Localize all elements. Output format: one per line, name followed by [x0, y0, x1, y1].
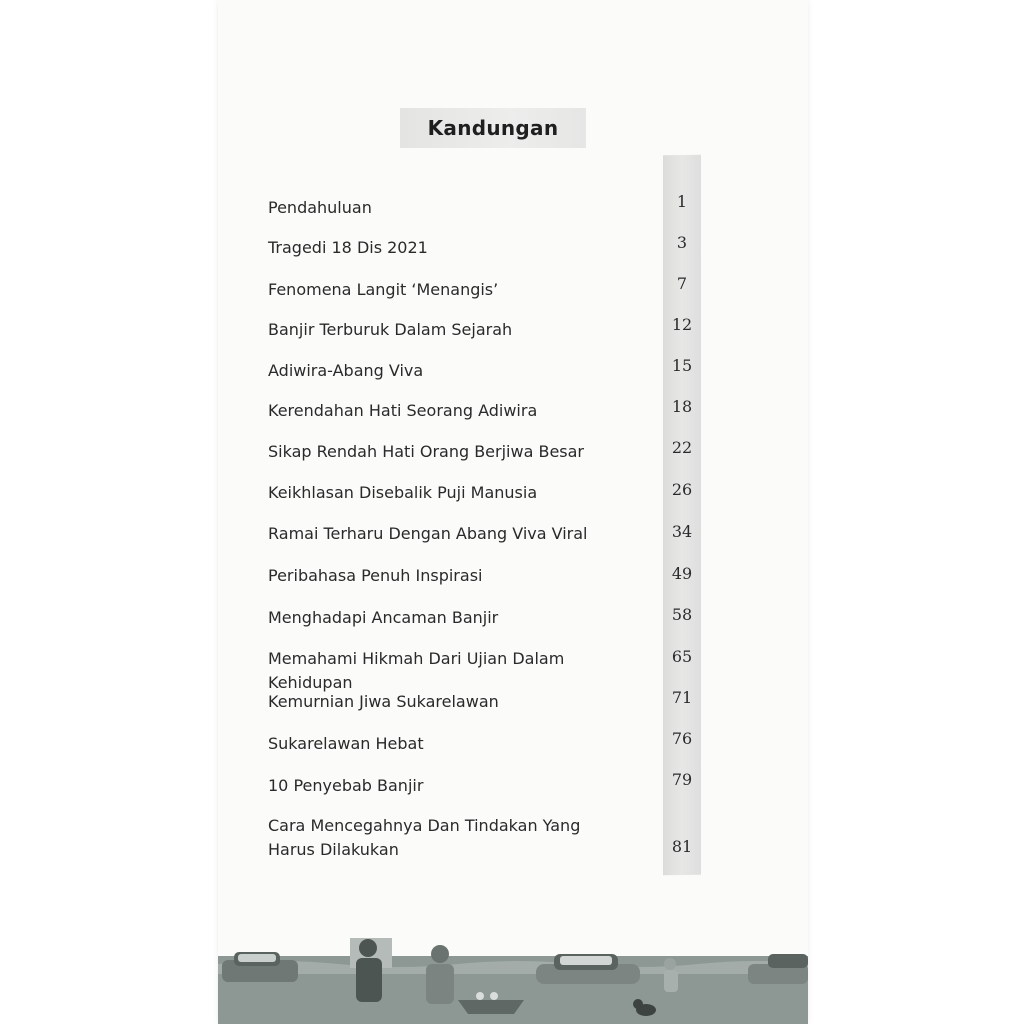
toc-entry-page: 76	[671, 729, 693, 748]
toc-entry-page: 71	[671, 688, 693, 707]
toc-entry-label: Menghadapi Ancaman Banjir	[268, 608, 499, 627]
toc-entry-page: 81	[671, 837, 693, 856]
page-title: Kandungan	[427, 116, 559, 140]
toc-entry-label: Pendahuluan	[268, 198, 372, 217]
toc-entry-label: Sukarelawan Hebat	[268, 734, 424, 753]
toc-entry-label: Tragedi 18 Dis 2021	[268, 238, 428, 257]
toc-entry-page: 49	[671, 564, 693, 583]
toc-entry-page: 12	[671, 315, 693, 334]
toc-entry-label: 10 Penyebab Banjir	[268, 776, 424, 795]
toc-entry-page: 18	[671, 397, 693, 416]
book-page	[218, 0, 808, 1024]
toc-entry-label: Cara Mencegahnya Dan Tindakan Yang Harus Dilakukan	[268, 816, 581, 859]
toc-entry-label: Fenomena Langit ‘Menangis’	[268, 280, 499, 299]
toc-entry-label: Sikap Rendah Hati Orang Berjiwa Besar	[268, 442, 585, 461]
toc-entry-label: Banjir Terburuk Dalam Sejarah	[268, 320, 513, 339]
toc-entry-label: Kerendahan Hati Seorang Adiwira	[268, 401, 538, 420]
toc-entry-page: 26	[671, 480, 693, 499]
toc-entry-label: Peribahasa Penuh Inspirasi	[268, 566, 483, 585]
wading-person-icon	[664, 958, 678, 992]
toc-entry-page: 7	[676, 274, 688, 293]
toc-entry-page: 65	[671, 647, 693, 666]
title-banner	[400, 108, 586, 148]
toc-entry-page: 1	[676, 192, 688, 211]
toc-entry-label: Memahami Hikmah Dari Ujian Dalam Kehidupan	[268, 649, 565, 692]
flood-scene-illustration	[218, 934, 808, 1024]
water-ripple	[218, 961, 808, 974]
toc-entry-label: Keikhlasan Disebalik Puji Manusia	[268, 483, 538, 502]
toc-entry-page: 79	[671, 770, 693, 789]
toc-entry-label: Ramai Terharu Dengan Abang Viva Viral	[268, 524, 588, 543]
toc-entry-label: Kemurnian Jiwa Sukarelawan	[268, 692, 499, 711]
toc-entry-page: 58	[671, 605, 693, 624]
volunteer-figure-icon	[426, 945, 454, 1004]
toc-entry-page: 22	[671, 438, 693, 457]
toc-entry-label: Adiwira-Abang Viva	[268, 361, 424, 380]
toc-entry-page: 34	[671, 522, 693, 541]
toc-entry-page: 15	[671, 356, 693, 375]
toc-entry-page: 3	[676, 233, 688, 252]
